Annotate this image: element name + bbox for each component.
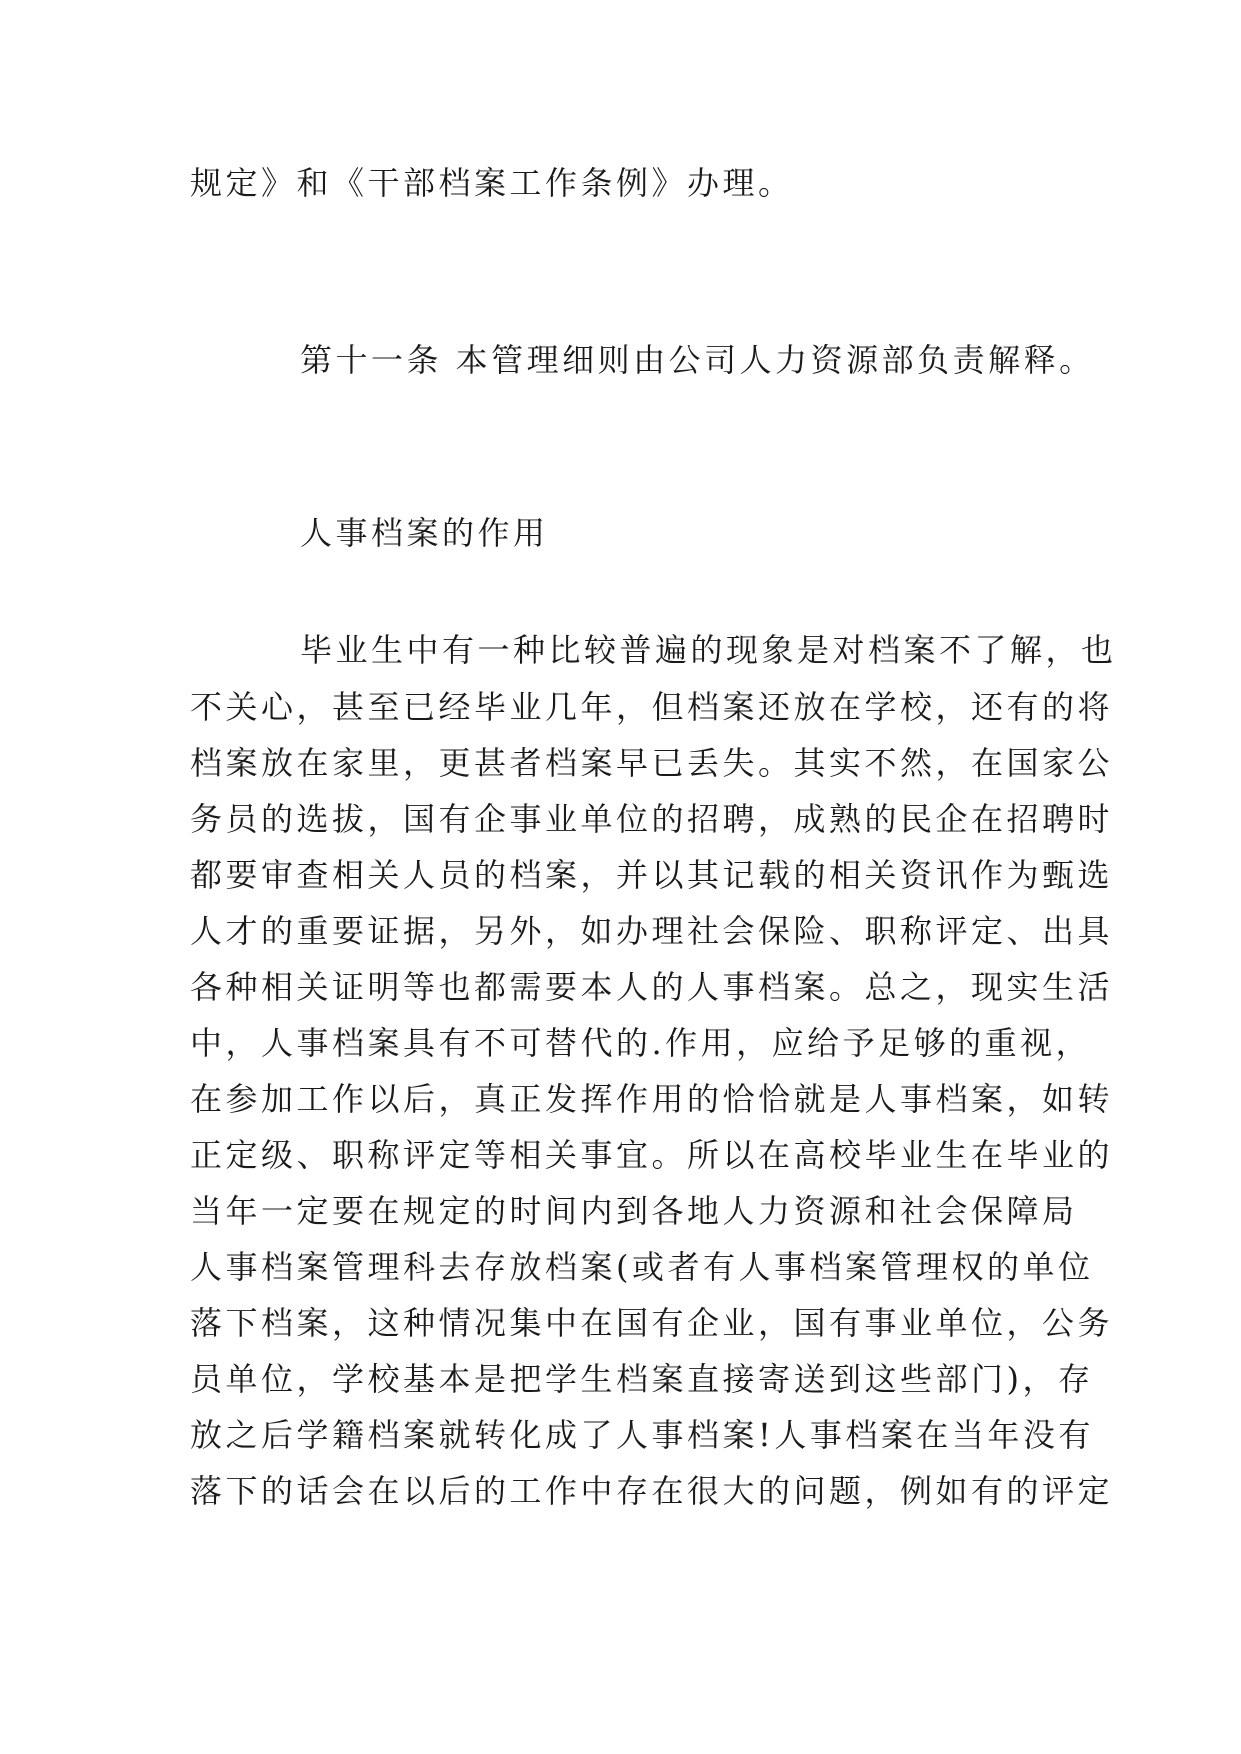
body-line: 不关心，甚至已经毕业几年，但档案还放在学校，还有的将 xyxy=(190,688,1114,726)
body-line: 人事档案管理科去存放档案(或者有人事档案管理权的单位 xyxy=(190,1248,1094,1286)
body-line: 当年一定要在规定的时间内到各地人力资源和社会保障局 xyxy=(190,1192,1078,1230)
body-line: 落下档案，这种情况集中在国有企业，国有事业单位，公务 xyxy=(190,1304,1114,1342)
body-line: 落下的话会在以后的工作中存在很大的问题，例如有的评定 xyxy=(190,1472,1114,1510)
body-line: 中，人事档案具有不可替代的.作用，应给予足够的重视， xyxy=(190,1024,1092,1062)
body-line: 档案放在家里，更甚者档案早已丢失。其实不然，在国家公 xyxy=(190,744,1114,782)
article-11-text: 第十一条 本管理细则由公司人力资源部负责解释。 xyxy=(300,341,1095,379)
body-line: 毕业生中有一种比较普遍的现象是对档案不了解，也 xyxy=(300,631,1117,669)
body-line: 正定级、职称评定等相关事宜。所以在高校毕业生在毕业的 xyxy=(190,1136,1114,1174)
body-line: 人才的重要证据，另外，如办理社会保险、职称评定、出具 xyxy=(190,912,1114,950)
section-title: 人事档案的作用 xyxy=(300,514,549,552)
body-line: 各种相关证明等也都需要本人的人事档案。总之，现实生活 xyxy=(190,968,1114,1006)
body-line: 务员的选拔，国有企事业单位的招聘，成熟的民企在招聘时 xyxy=(190,800,1114,838)
continuation-line: 规定》和《干部档案工作条例》办理。 xyxy=(190,164,794,202)
body-line: 员单位，学校基本是把学生档案直接寄送到这些部门)，存 xyxy=(190,1360,1094,1398)
body-line: 在参加工作以后，真正发挥作用的恰恰就是人事档案，如转 xyxy=(190,1080,1114,1118)
body-line: 放之后学籍档案就转化成了人事档案!人事档案在当年没有 xyxy=(190,1416,1094,1454)
body-line: 都要审查相关人员的档案，并以其记载的相关资讯作为甄选 xyxy=(190,856,1114,894)
